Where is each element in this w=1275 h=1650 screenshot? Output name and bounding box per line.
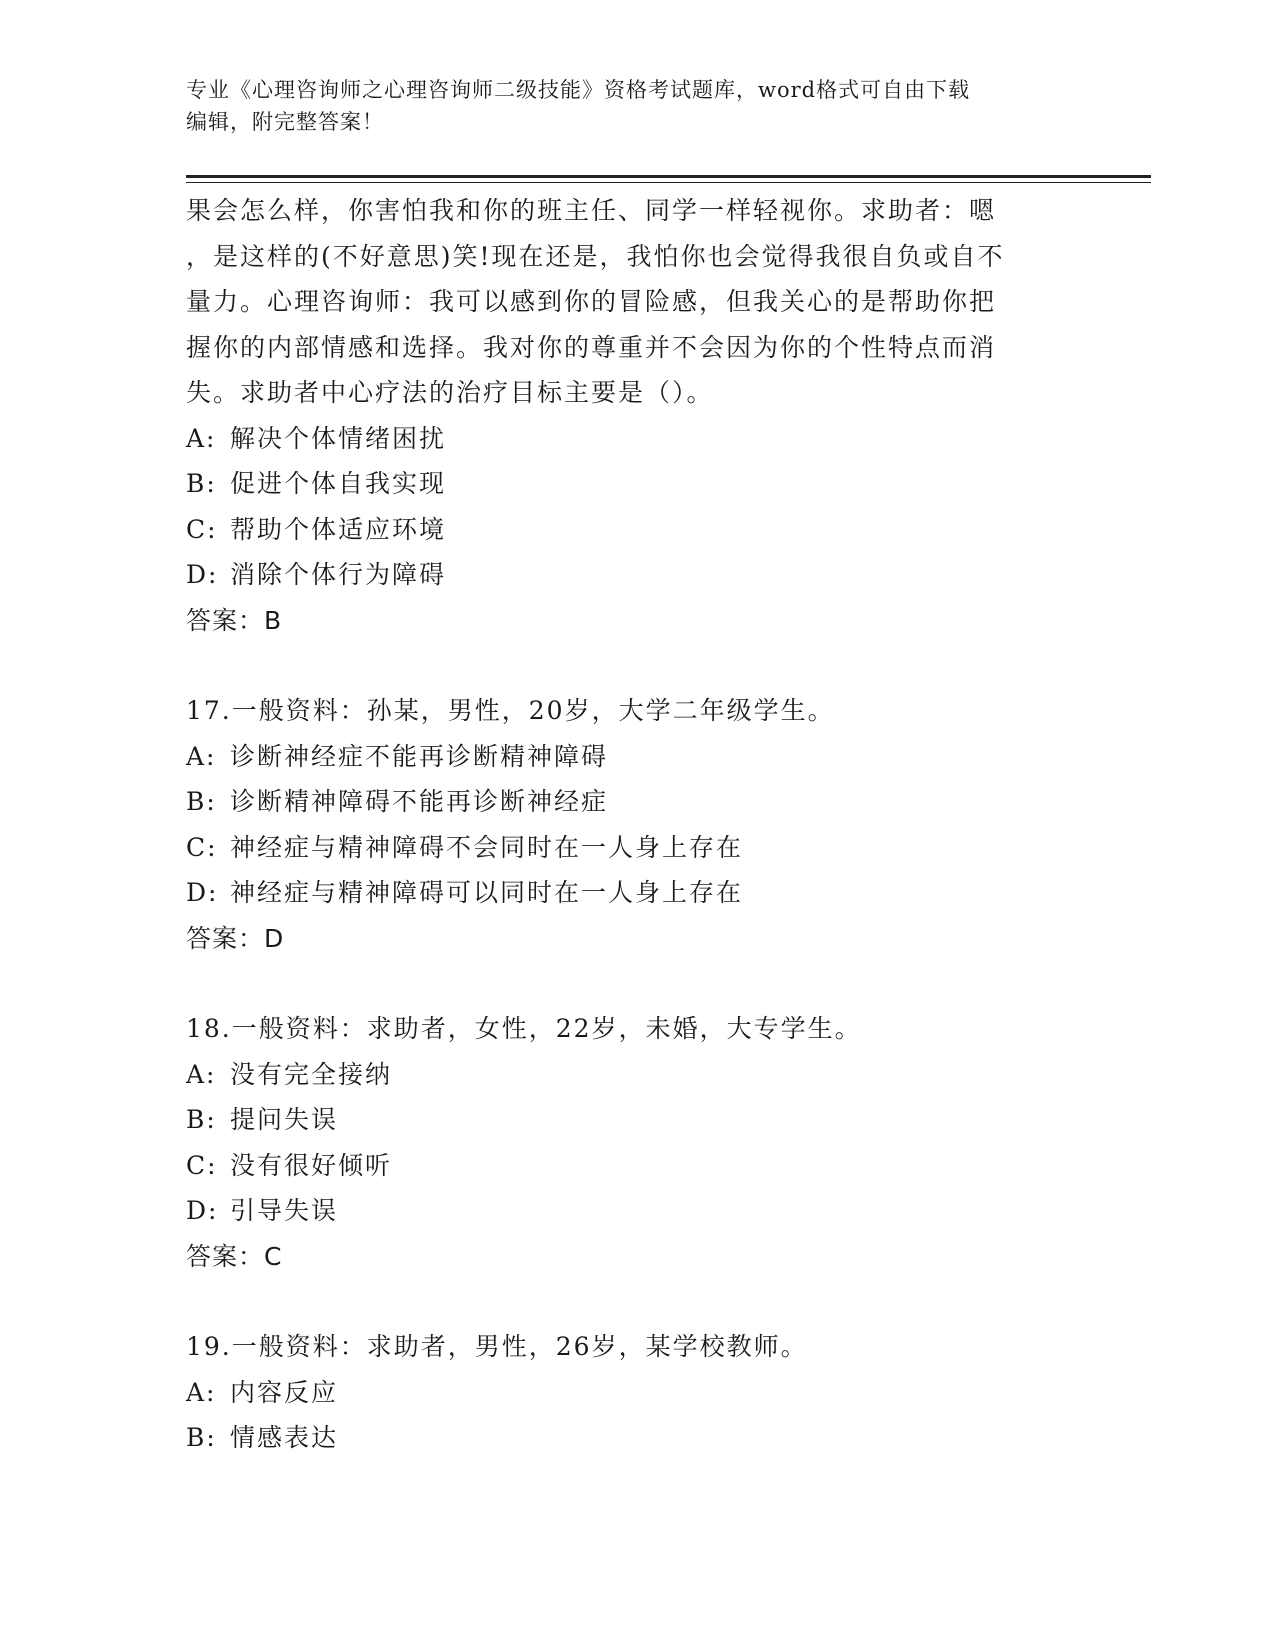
question-stem: 19.一般资料：求助者，男性，26岁，某学校教师。 xyxy=(186,1332,808,1361)
option-a xyxy=(186,734,1086,780)
option-letter: B: xyxy=(186,469,217,498)
passage-line: 果会怎么样，你害怕我和你的班主任、同学一样轻视你。求助者：嗯 xyxy=(186,196,997,225)
page-header xyxy=(186,74,1066,138)
question-16 xyxy=(186,188,1086,643)
option-d xyxy=(186,870,1086,916)
passage-line: 量力。心理咨询师：我可以感到你的冒险感，但我关心的是帮助你把 xyxy=(186,287,997,316)
option-letter: A: xyxy=(186,1377,217,1407)
option-text: 帮助个体适应环境 xyxy=(230,514,447,544)
option-text: 没有很好倾听 xyxy=(230,1150,393,1180)
option-text: 消除个体行为障碍 xyxy=(230,560,447,589)
option-letter: D: xyxy=(186,878,219,907)
option-letter: A: xyxy=(186,423,217,453)
option-letter: C: xyxy=(186,514,218,544)
option-d xyxy=(186,552,1086,598)
passage-line: 失。求助者中心疗法的治疗目标主要是（）。 xyxy=(186,378,714,407)
option-text: 提问失误 xyxy=(230,1105,339,1134)
document-body xyxy=(186,188,1086,1461)
option-text: 情感表达 xyxy=(230,1423,339,1452)
header-divider-thin xyxy=(186,182,1151,183)
option-letter: C: xyxy=(186,1150,218,1180)
option-letter: D: xyxy=(186,560,219,589)
answer-line: 答案：C xyxy=(186,1241,283,1271)
option-letter: A: xyxy=(186,741,217,771)
option-text: 解决个体情绪困扰 xyxy=(230,423,447,453)
option-text: 诊断神经症不能再诊断精神障碍 xyxy=(230,741,609,771)
question-18 xyxy=(186,1006,1086,1279)
option-letter: B: xyxy=(186,1105,217,1134)
option-text: 引导失误 xyxy=(230,1196,339,1225)
question-stem: 17.一般资料：孙某，男性，20岁，大学二年级学生。 xyxy=(186,696,835,725)
option-b xyxy=(186,1097,1086,1143)
option-text: 神经症与精神障碍不会同时在一人身上存在 xyxy=(230,832,744,862)
option-b xyxy=(186,779,1086,825)
question-17 xyxy=(186,688,1086,961)
passage-line: 握你的内部情感和选择。我对你的尊重并不会因为你的个性特点而消 xyxy=(186,332,997,362)
option-a xyxy=(186,1052,1086,1098)
option-c xyxy=(186,507,1086,553)
passage-line: ，是这样的(不好意思)笑!现在还是，我怕你也会觉得我很自负或自不 xyxy=(186,241,1005,271)
answer-line: 答案：D xyxy=(186,923,285,953)
option-text: 内容反应 xyxy=(230,1377,339,1407)
option-c xyxy=(186,1143,1086,1189)
option-text: 诊断精神障碍不能再诊断神经症 xyxy=(230,787,609,816)
option-text: 神经症与精神障碍可以同时在一人身上存在 xyxy=(230,878,744,907)
option-d xyxy=(186,1188,1086,1234)
header-divider-thick xyxy=(186,175,1151,178)
option-letter: B: xyxy=(186,787,217,816)
option-letter: B: xyxy=(186,1423,217,1452)
option-a xyxy=(186,416,1086,462)
option-text: 促进个体自我实现 xyxy=(230,469,447,498)
question-passage xyxy=(186,188,1086,416)
question-19 xyxy=(186,1324,1086,1461)
header-line-2: 编辑，附完整答案！ xyxy=(186,110,384,134)
option-text: 没有完全接纳 xyxy=(230,1059,393,1089)
option-c xyxy=(186,825,1086,871)
answer-line: 答案：B xyxy=(186,605,283,635)
option-b xyxy=(186,1415,1086,1461)
option-b xyxy=(186,461,1086,507)
option-letter: C: xyxy=(186,832,218,862)
option-letter: A: xyxy=(186,1059,217,1089)
option-a xyxy=(186,1370,1086,1416)
header-line-1: 专业《心理咨询师之心理咨询师二级技能》资格考试题库，word格式可自由下载 xyxy=(186,78,971,102)
option-letter: D: xyxy=(186,1196,219,1225)
question-stem: 18.一般资料：求助者，女性，22岁，未婚，大专学生。 xyxy=(186,1014,862,1043)
